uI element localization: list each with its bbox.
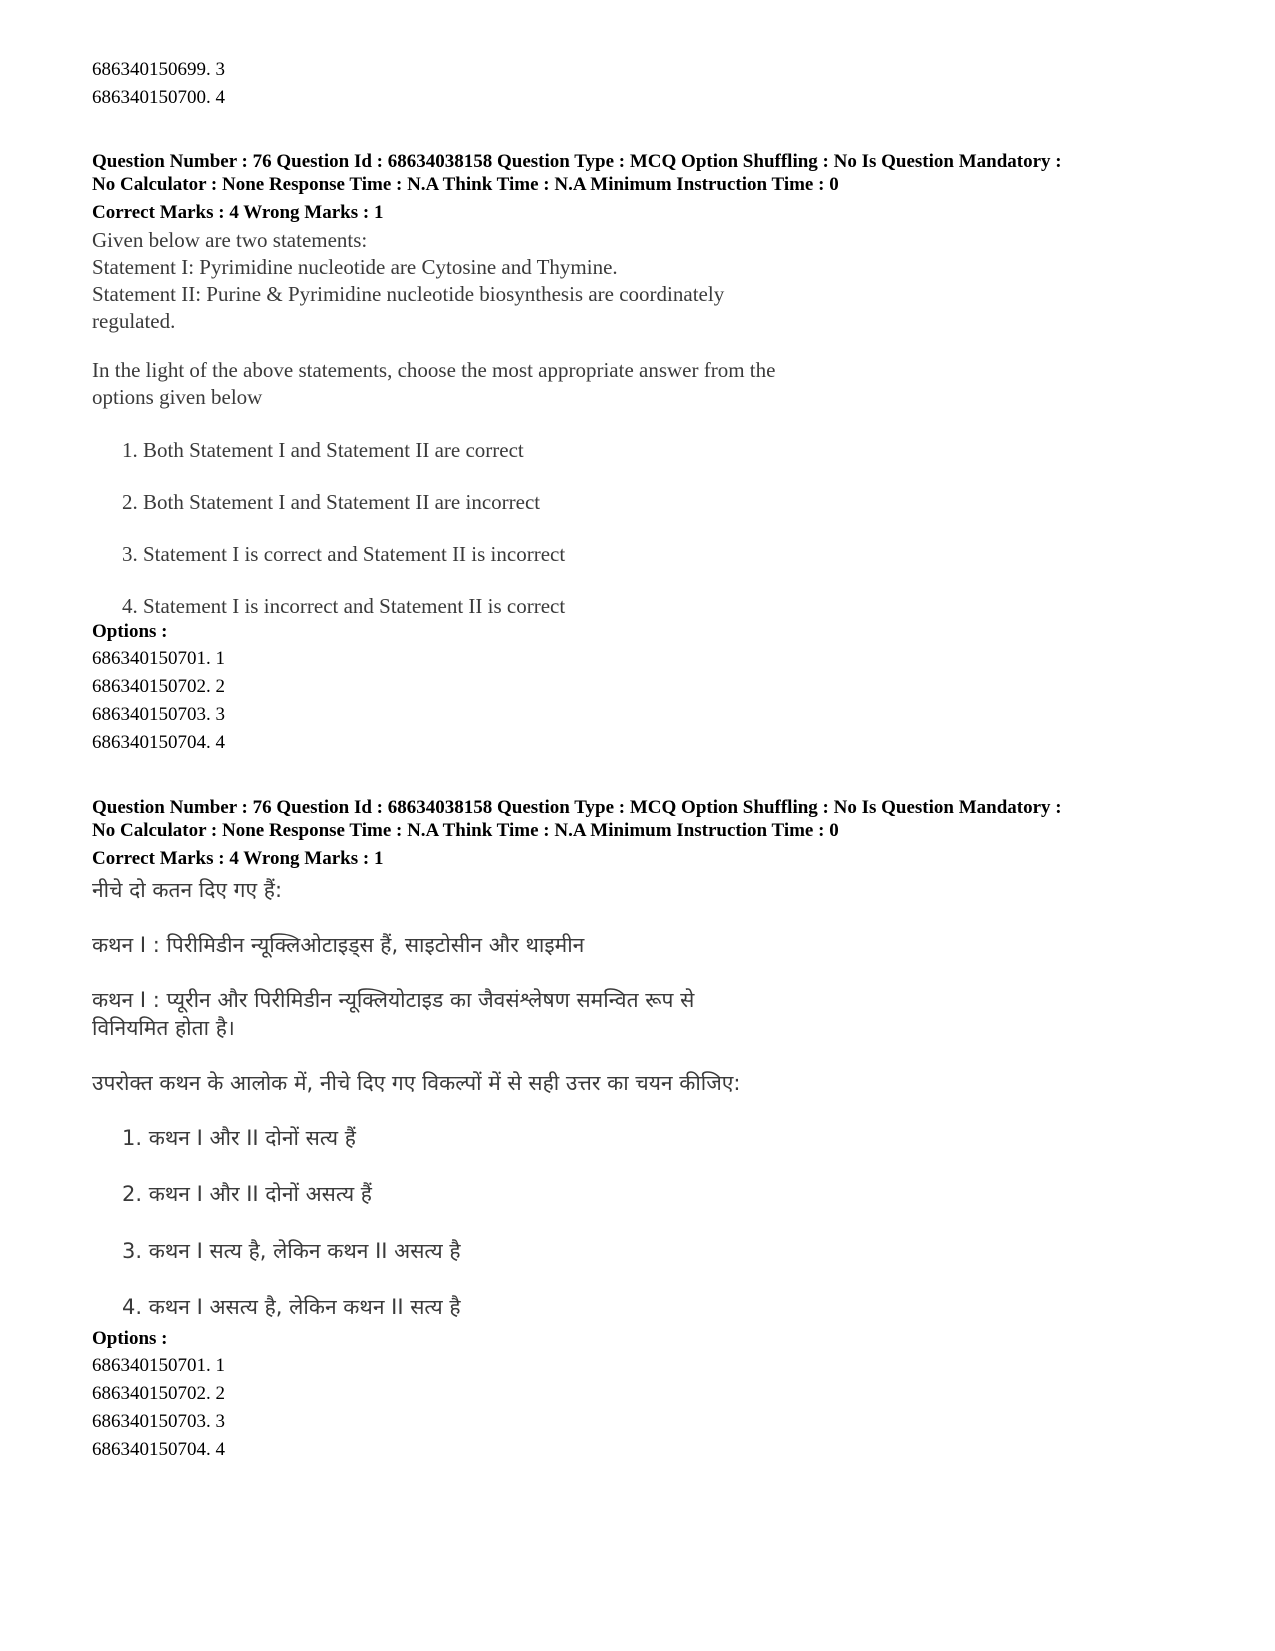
option-id: 686340150701. 1 xyxy=(92,1355,225,1376)
question-meta-line2: No Calculator : None Response Time : N.A Think Time : N.A Minimum Instruction Time : 0 xyxy=(92,174,839,195)
option-id: 686340150703. 3 xyxy=(92,704,225,725)
option-id: 686340150704. 4 xyxy=(92,1439,225,1460)
question-marks: Correct Marks : 4 Wrong Marks : 1 xyxy=(92,848,384,869)
question-stem-line: Given below are two statements: xyxy=(92,228,368,252)
question-prompt-line: options given below xyxy=(92,385,263,409)
answer-choice: 1. Both Statement I and Statement II are correct xyxy=(122,438,524,462)
prev-option-4: 686340150700. 4 xyxy=(92,87,225,108)
question-stem-line: कथन I : प्यूरीन और पिरीमिडीन न्यूक्लियोटाइड का जैवसंश्लेषण समन्वित रूप से xyxy=(92,988,695,1012)
question-stem-line: विनियमित होता है। xyxy=(92,1016,235,1040)
answer-choice: 3. कथन I सत्य है, लेकिन कथन II असत्य है xyxy=(122,1239,461,1263)
question-stem-line: regulated. xyxy=(92,309,176,333)
option-id: 686340150702. 2 xyxy=(92,1383,225,1404)
question-prompt-line: In the light of the above statements, choose the most appropriate answer from the xyxy=(92,358,776,382)
option-id: 686340150704. 4 xyxy=(92,732,225,753)
question-meta-line1: Question Number : 76 Question Id : 68634038158 Question Type : MCQ Option Shuffling : No Is Question Mandatory : xyxy=(92,797,1062,818)
answer-choice: 3. Statement I is correct and Statement II is incorrect xyxy=(122,542,566,566)
answer-choice: 2. कथन I और II दोनों असत्य हैं xyxy=(122,1182,372,1206)
options-label: Options : xyxy=(92,1328,168,1349)
question-stem-line: Statement I: Pyrimidine nucleotide are Cytosine and Thymine. xyxy=(92,255,618,279)
question-meta-line1: Question Number : 76 Question Id : 68634038158 Question Type : MCQ Option Shuffling : No Is Question Mandatory : xyxy=(92,151,1062,172)
question-stem-line: नीचे दो कतन दिए गए हैं: xyxy=(92,878,283,902)
question-marks: Correct Marks : 4 Wrong Marks : 1 xyxy=(92,202,384,223)
answer-choice: 2. Both Statement I and Statement II are incorrect xyxy=(122,490,541,514)
question-prompt-line: उपरोक्त कथन के आलोक में, नीचे दिए गए विकल्पों में से सही उत्तर का चयन कीजिए: xyxy=(92,1071,741,1095)
answer-choice: 1. कथन I और II दोनों सत्य हैं xyxy=(122,1126,356,1150)
options-label: Options : xyxy=(92,621,168,642)
question-stem-line: कथन I : पिरीमिडीन न्यूक्लिओटाइड्स हैं, साइटोसीन और थाइमीन xyxy=(92,933,585,957)
answer-choice: 4. कथन I असत्य है, लेकिन कथन II सत्य है xyxy=(122,1295,461,1319)
question-meta-line2: No Calculator : None Response Time : N.A Think Time : N.A Minimum Instruction Time : 0 xyxy=(92,820,839,841)
option-id: 686340150701. 1 xyxy=(92,648,225,669)
prev-option-3: 686340150699. 3 xyxy=(92,59,225,80)
answer-choice: 4. Statement I is incorrect and Statement II is correct xyxy=(122,594,566,618)
option-id: 686340150703. 3 xyxy=(92,1411,225,1432)
question-stem-line: Statement II: Purine & Pyrimidine nucleotide biosynthesis are coordinately xyxy=(92,282,725,306)
option-id: 686340150702. 2 xyxy=(92,676,225,697)
